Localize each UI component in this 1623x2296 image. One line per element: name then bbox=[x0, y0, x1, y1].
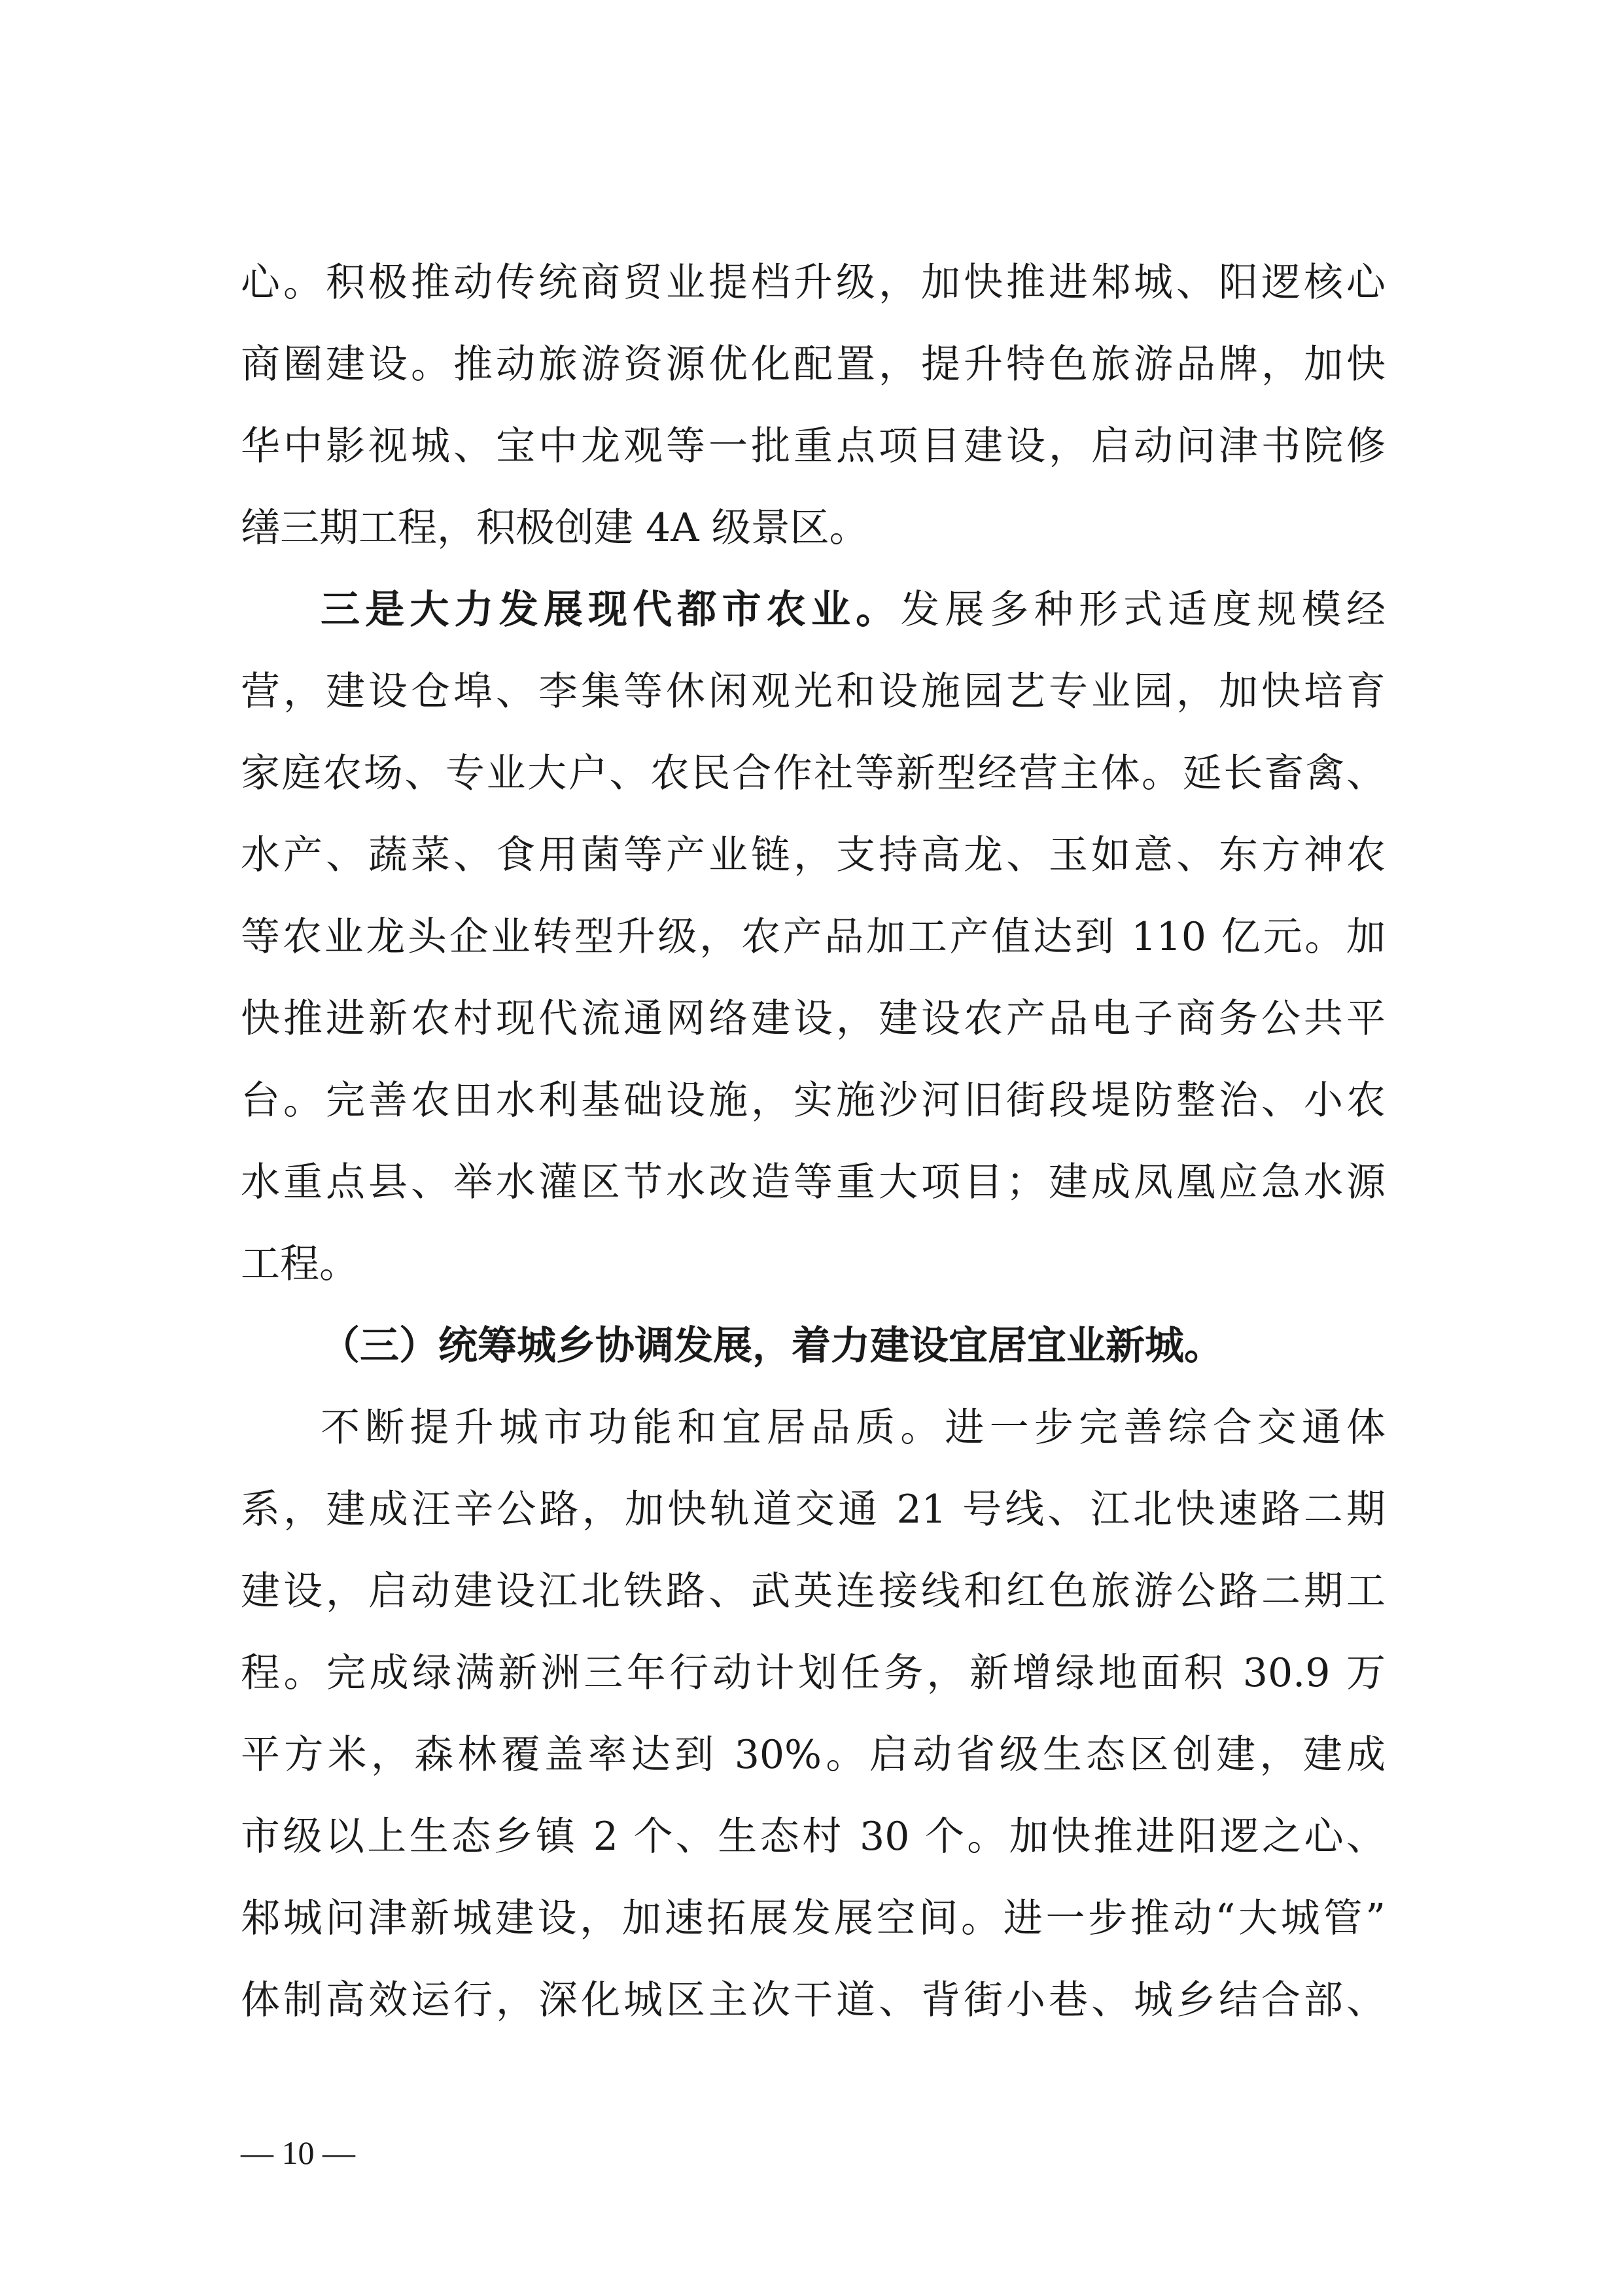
paragraph-3-line-5: 平方米，森林覆盖率达到 30%。启动省级生态区创建，建成 bbox=[241, 1732, 1386, 1778]
paragraph-1-line-3: 华中影视城、宝中龙观等一批重点项目建设，启动问津书院修 bbox=[241, 423, 1386, 469]
paragraph-2-line-7: 台。完善农田水利基础设施，实施沙河旧街段堤防整治、小农 bbox=[241, 1078, 1386, 1123]
paragraph-3-line-4: 程。完成绿满新洲三年行动计划任务，新增绿地面积 30.9 万 bbox=[241, 1650, 1386, 1696]
paragraph-2-line-1 bbox=[321, 571, 1386, 649]
paragraph-3-line-3: 建设，启动建设江北铁路、武英连接线和红色旅游公路二期工 bbox=[241, 1568, 1386, 1614]
page-number: — 10 — bbox=[241, 2134, 355, 2171]
paragraph-2-line-6: 快推进新农村现代流通网络建设，建设农产品电子商务公共平 bbox=[241, 996, 1386, 1042]
paragraph-3-line-6: 市级以上生态乡镇 2 个、生态村 30 个。加快推进阳逻之心、 bbox=[241, 1814, 1386, 1860]
paragraph-2-line-4: 水产、蔬菜、食用菌等产业链，支持高龙、玉如意、东方神农 bbox=[241, 832, 1386, 878]
paragraph-2-line-8: 水重点县、举水灌区节水改造等重大项目；建成凤凰应急水源 bbox=[241, 1159, 1386, 1205]
paragraph-3-line-2: 系，建成汪辛公路，加快轨道交通 21 号线、江北快速路二期 bbox=[241, 1487, 1386, 1532]
paragraph-3-line-1: 不断提升城市功能和宜居品质。进一步完善综合交通体 bbox=[321, 1405, 1386, 1451]
paragraph-2-line-9: 工程。 bbox=[241, 1241, 358, 1287]
paragraph-2-lead-rest: 发展多种形式适度规模经 bbox=[900, 587, 1386, 633]
paragraph-1-line-1: 心。积极推动传统商贸业提档升级，加快推进邾城、阳逻核心 bbox=[241, 260, 1386, 306]
paragraph-2-line-5: 等农业龙头企业转型升级，农产品加工产值达到 110 亿元。加 bbox=[241, 914, 1386, 960]
paragraph-2-line-2: 营，建设仓埠、李集等休闲观光和设施园艺专业园，加快培育 bbox=[241, 669, 1386, 715]
paragraph-2-lead-bold: 三是大力发展现代都市农业。 bbox=[321, 587, 901, 633]
paragraph-2-line-3: 家庭农场、专业大户、农民合作社等新型经营主体。延长畜禽、 bbox=[241, 751, 1386, 796]
paragraph-1-line-2: 商圈建设。推动旅游资源优化配置，提升特色旅游品牌，加快 bbox=[241, 342, 1386, 387]
paragraph-3-line-7: 邾城问津新城建设，加速拓展发展空间。进一步推动“大城管” bbox=[241, 1896, 1386, 1941]
paragraph-3-line-8: 体制高效运行，深化城区主次干道、背街小巷、城乡结合部、 bbox=[241, 1977, 1386, 2023]
paragraph-1-line-4: 缮三期工程，积极创建 4A 级景区。 bbox=[241, 505, 869, 551]
section-heading: （三）统筹城乡协调发展，着力建设宜居宜业新城。 bbox=[321, 1323, 1223, 1369]
